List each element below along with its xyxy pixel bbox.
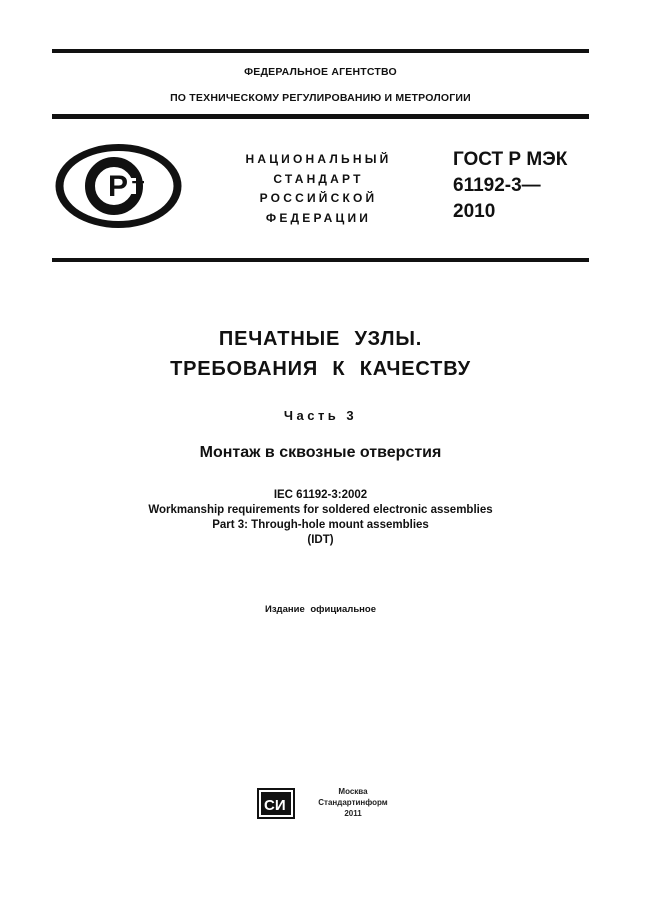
standard-type-line-3: РОССИЙСКОЙ (259, 191, 378, 205)
svg-text:СИ: СИ (264, 797, 286, 814)
publisher-name: Стандартинформ (318, 798, 388, 807)
part-number: Часть 3 (283, 408, 358, 423)
standard-designation (453, 147, 567, 225)
iec-line-3: Part 3: Through-hole mount assemblies (212, 519, 429, 531)
iec-line-4: (IDT) (307, 534, 334, 546)
title-line-2: ТРЕБОВАНИЯ К КАЧЕСТВУ (170, 358, 471, 380)
designation-line-3: 2010 (453, 201, 496, 222)
publisher-year: 2011 (344, 809, 362, 818)
standard-type-line-1: НАЦИОНАЛЬНЫЙ (245, 152, 392, 166)
iec-line-2: Workmanship requirements for soldered electronic assemblies (148, 504, 493, 516)
rst-logo-graphic (52, 141, 185, 231)
agency-line-2: ПО ТЕХНИЧЕСКОМУ РЕГУЛИРОВАНИЮ И МЕТРОЛОГИИ (170, 92, 471, 104)
designation-line-2: 61192-3— (453, 175, 541, 196)
header-bottom-rule (52, 114, 589, 119)
iec-reference (52, 488, 589, 548)
subtitle: Монтаж в сквозные отверстия (199, 444, 442, 461)
rst-certification-mark-icon (52, 141, 185, 231)
top-rule (52, 49, 589, 53)
edition-note: Издание официальное (265, 604, 376, 615)
standartinform-logo-graphic (257, 788, 295, 819)
standartinform-logo-icon (257, 788, 295, 819)
designation-bottom-rule (52, 258, 589, 262)
publisher-info (300, 786, 406, 819)
standard-type-line-4: ФЕДЕРАЦИИ (265, 210, 372, 225)
svg-text:Т: Т (132, 178, 145, 200)
iec-line-1: IEC 61192-3:2002 (273, 489, 368, 501)
standard-type-line-2: СТАНДАРТ (273, 171, 364, 186)
agency-line-1: ФЕДЕРАЛЬНОЕ АГЕНТСТВО (244, 66, 397, 78)
designation-line-1: ГОСТ Р МЭК (453, 149, 568, 170)
svg-text:Р: Р (108, 170, 129, 203)
title-line-1: ПЕЧАТНЫЕ УЗЛЫ. (218, 328, 423, 350)
standard-type (226, 150, 411, 228)
publisher-city: Москва (338, 787, 368, 796)
